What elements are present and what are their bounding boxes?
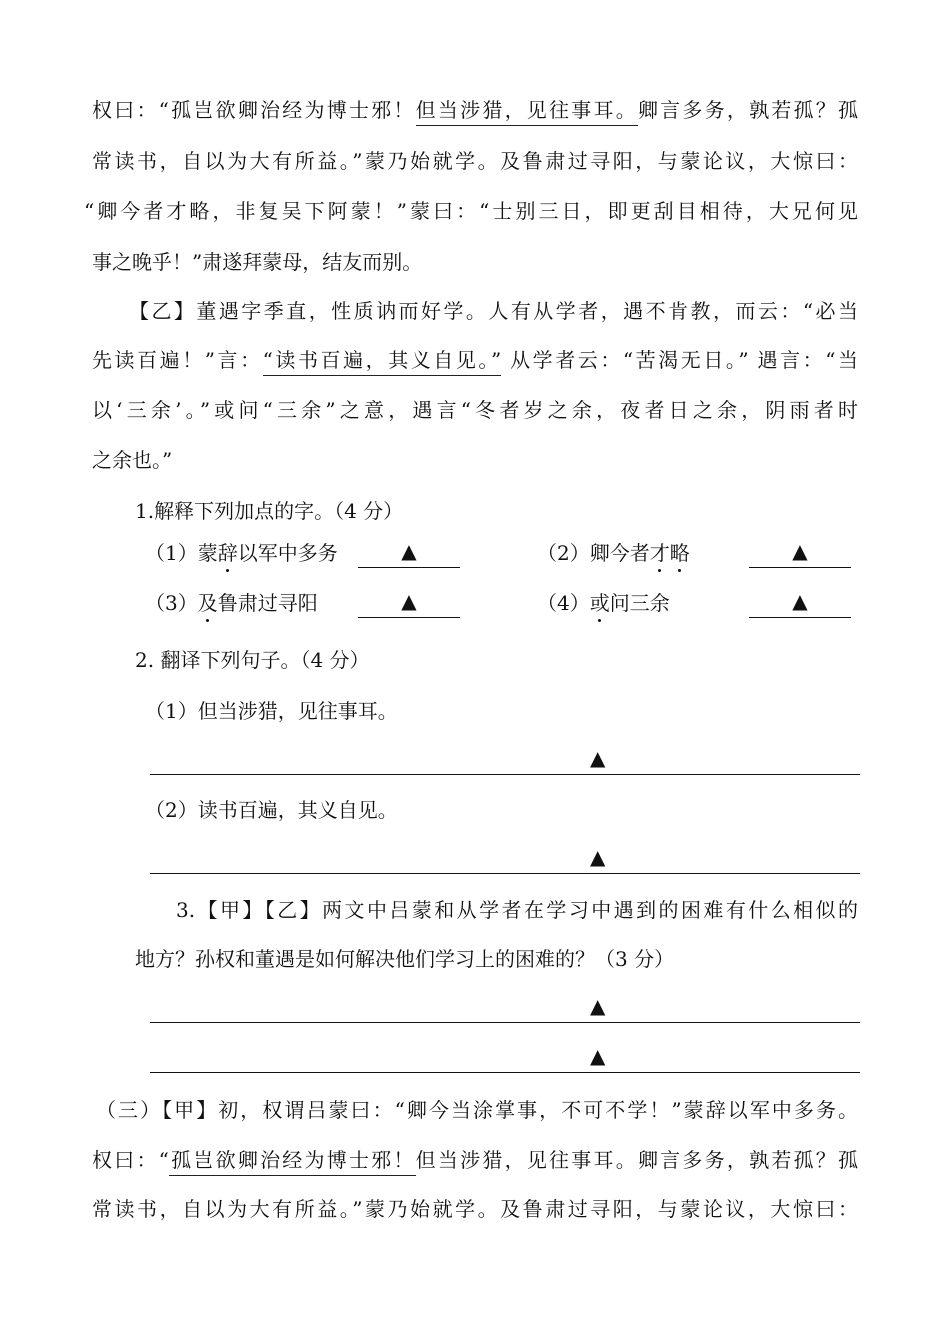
underlined-sentence: “读书百遍，其义自见。” (263, 348, 502, 376)
underlined-sentence: 但当涉猎，见往事耳。 (416, 98, 638, 126)
passage-yi-line: 先读百遍！”言：“读书百遍，其义自见。” 从学者云：“苦渴无日。” 遇言：“当 (92, 346, 858, 374)
passage-three-line: 常读书，自以为大有所益。”蒙乃始就学。及鲁肃过寻阳，与蒙论议，大惊曰： (92, 1197, 858, 1221)
q3-answer-line-1[interactable]: ▲ (150, 996, 860, 1023)
question-1-title: 1.解释下列加点的字。（4 分） (135, 499, 404, 523)
passage-three-line: （三）【甲】初，权谓吕蒙曰：“卿今当涂掌事，不可不学！”蒙辞以军中多务。 (96, 1098, 858, 1122)
q1-answer-blank-2[interactable]: ▲ (749, 539, 851, 568)
q1-answer-blank-1[interactable]: ▲ (358, 539, 460, 568)
question-2-title: 2. 翻译下列句子。（4 分） (135, 648, 370, 672)
passage-line: 常读书，自以为大有所益。”蒙乃始就学。及鲁肃过寻阳，与蒙论议，大惊曰： (92, 149, 858, 173)
q1-item-2: （2）卿今者才略 (537, 541, 690, 565)
passage-line: 权曰：“孤岂欲卿治经为博士邪！但当涉猎，见往事耳。卿言多务，孰若孤？孤 (92, 96, 858, 124)
underlined-sentence: 孤岂欲卿治经为博士邪！ (169, 1148, 416, 1176)
q2-answer-line-2[interactable]: ▲ (150, 847, 860, 874)
q3-answer-line-2[interactable]: ▲ (150, 1046, 860, 1073)
q1-answer-blank-4[interactable]: ▲ (749, 589, 851, 618)
q2-sentence-2: （2）读书百遍，其义自见。 (145, 798, 398, 822)
q1-answer-blank-3[interactable]: ▲ (358, 589, 460, 618)
question-3-line: 地方？孙权和董遇是如何解决他们学习上的困难的？（3 分） (135, 947, 675, 971)
passage-line: 事之晚乎！”肃遂拜蒙母，结友而别。 (92, 250, 423, 274)
passage-yi-line: 以‘三余’。”或问“三余”之意，遇言“冬者岁之余，夜者日之余，阴雨者时 (92, 398, 858, 422)
q1-item-3: （3）及鲁肃过寻阳 (145, 591, 318, 615)
passage-three-line: 权曰：“孤岂欲卿治经为博士邪！但当涉猎，见往事耳。卿言多务，孰若孤？孤 (92, 1146, 858, 1174)
passage-yi-line: 【乙】董遇字季直，性质讷而好学。人有从学者，遇不肯教，而云：“必当 (129, 299, 858, 323)
passage-yi-line: 之余也。” (92, 448, 173, 472)
q2-answer-line-1[interactable]: ▲ (150, 748, 860, 775)
question-3-line: 3.【甲】【乙】两文中吕蒙和从学者在学习中遇到的困难有什么相似的 (176, 898, 858, 922)
q1-item-4: （4）或问三余 (537, 591, 670, 615)
q2-sentence-1: （1）但当涉猎，见往事耳。 (145, 699, 398, 723)
q1-item-1: （1）蒙辞以军中多务 (145, 541, 338, 565)
passage-line: “卿今者才略，非复吴下阿蒙！”蒙曰：“士别三日，即更刮目相待，大兄何见 (84, 199, 858, 223)
